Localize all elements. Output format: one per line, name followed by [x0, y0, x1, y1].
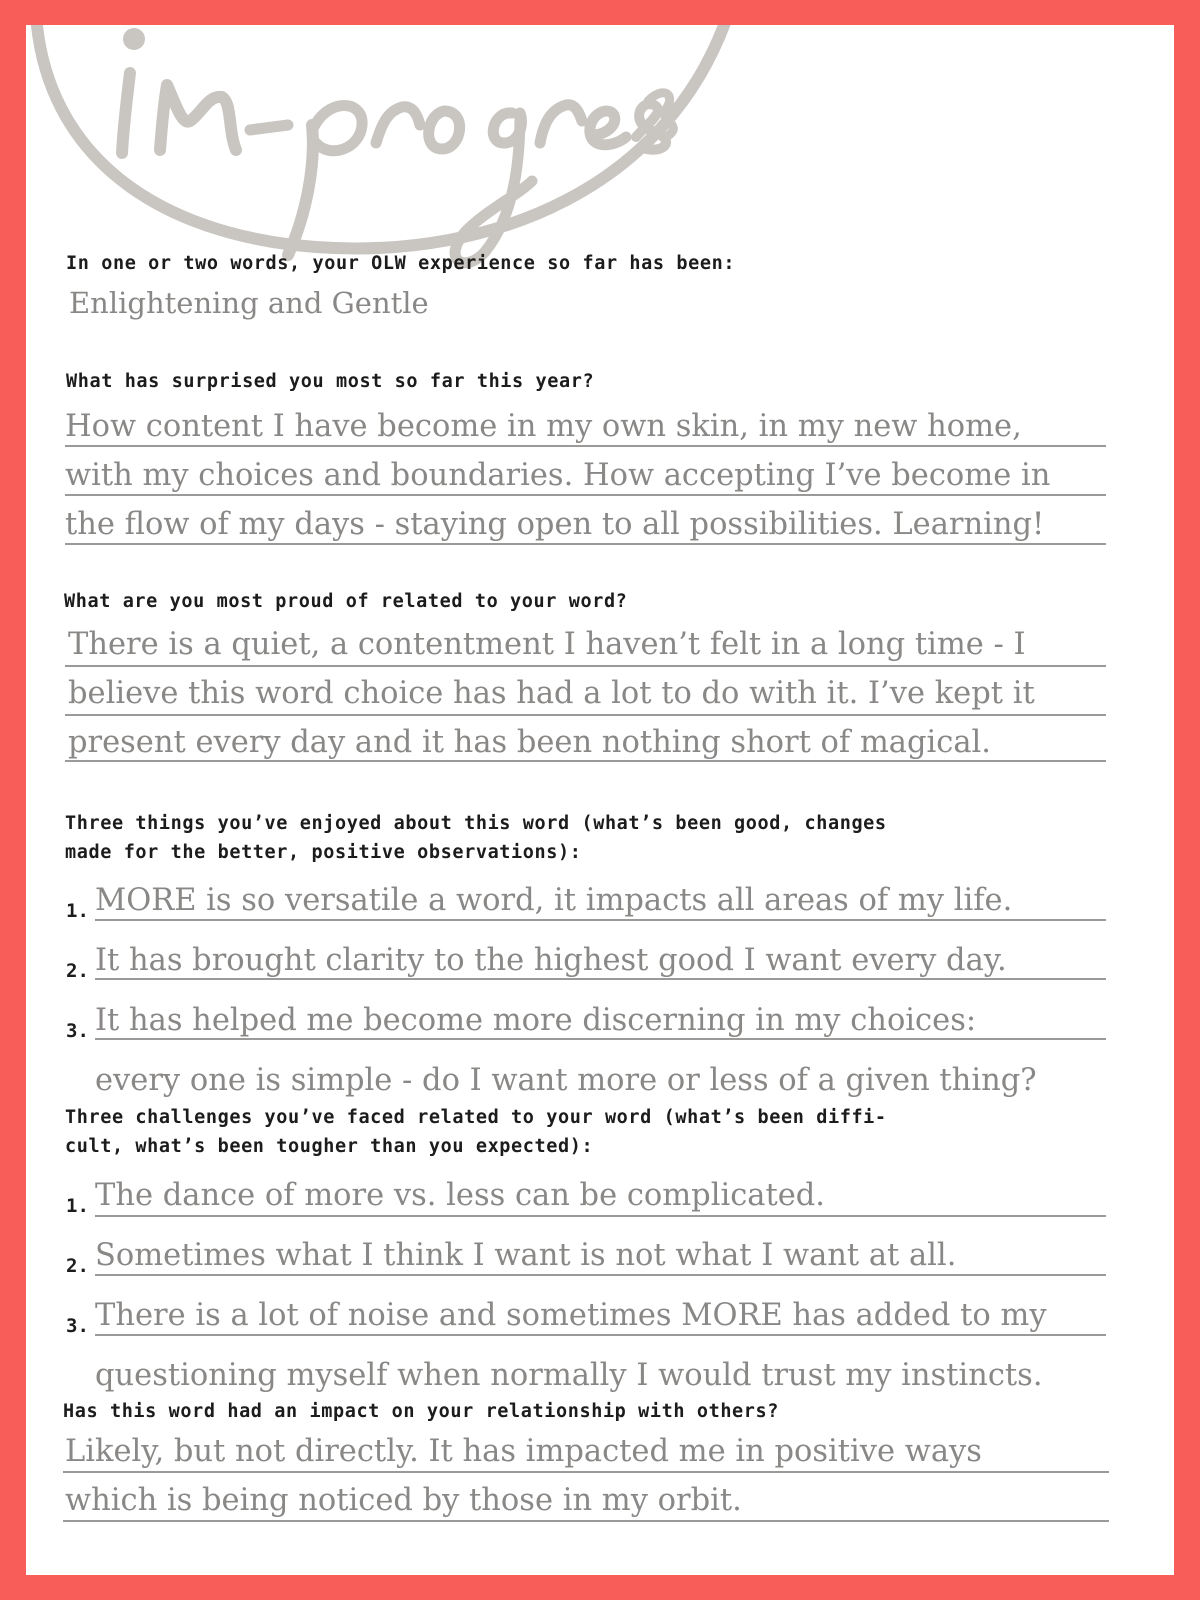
answer-rule	[65, 494, 1106, 496]
list-number: 3.	[66, 1020, 89, 1042]
challenge-item-2: Sometimes what I think I want is not what I want at all.	[95, 1238, 957, 1273]
question-surprised-most: What has surprised you most so far this year?	[66, 371, 595, 392]
answer-rule	[65, 543, 1106, 545]
answer-rule	[65, 665, 1106, 667]
question-olw-experience: In one or two words, your OLW experience so far has been:	[66, 253, 736, 274]
enjoyed-item-2: It has brought clarity to the highest good I want every day.	[95, 943, 1007, 978]
answer-proud-line-3: present every day and it has been nothing short of magical.	[68, 725, 991, 760]
list-number: 1.	[66, 1195, 89, 1217]
enjoyed-item-1: MORE is so versatile a word, it impacts all areas of my life.	[95, 883, 1013, 918]
challenge-item-3: There is a lot of noise and sometimes MORE has added to my	[95, 1298, 1047, 1333]
answer-rule	[95, 919, 1106, 921]
answer-impact-line-1: Likely, but not directly. It has impacted me in positive ways	[65, 1434, 982, 1469]
answer-surprised-line-3: the flow of my days - staying open to all possibilities. Learning!	[65, 507, 1045, 542]
question-three-challenges-line-2: cult, what’s been tougher than you expected):	[65, 1136, 594, 1157]
answer-proud-line-2: believe this word choice has had a lot to do with it. I’ve kept it	[68, 676, 1035, 711]
answer-rule	[63, 1520, 1109, 1522]
answer-rule	[95, 1038, 1106, 1040]
in-progress-stamp-icon	[26, 25, 766, 275]
question-most-proud: What are you most proud of related to your word?	[64, 591, 628, 612]
worksheet-page	[26, 25, 1174, 1575]
answer-rule	[63, 1471, 1109, 1473]
challenge-item-3-continued: questioning myself when normally I would trust my instincts.	[95, 1358, 1043, 1393]
enjoyed-item-3-continued: every one is simple - do I want more or less of a given thing?	[95, 1063, 1037, 1098]
answer-rule	[65, 445, 1106, 447]
answer-olw-experience: Enlightening and Gentle	[69, 286, 429, 320]
answer-rule	[95, 1334, 1106, 1336]
question-three-challenges-line-1: Three challenges you’ve faced related to your word (what’s been diffi-	[65, 1107, 887, 1128]
question-three-enjoyed-line-1: Three things you’ve enjoyed about this word (what’s been good, changes	[65, 813, 887, 834]
list-number: 1.	[66, 900, 89, 922]
answer-impact-line-2: which is being noticed by those in my orbit.	[65, 1483, 742, 1518]
list-number: 2.	[66, 960, 89, 982]
list-number: 3.	[66, 1315, 89, 1337]
answer-surprised-line-1: How content I have become in my own skin, in my new home,	[65, 409, 1022, 444]
enjoyed-item-3: It has helped me become more discerning in my choices:	[95, 1003, 977, 1038]
answer-rule	[65, 760, 1106, 762]
answer-surprised-line-2: with my choices and boundaries. How accepting I’ve become in	[65, 458, 1051, 493]
answer-rule	[95, 1215, 1106, 1217]
answer-rule	[95, 1274, 1106, 1276]
answer-proud-line-1: There is a quiet, a contentment I haven’t felt in a long time - I	[68, 627, 1026, 662]
answer-rule	[95, 978, 1106, 980]
list-number: 2.	[66, 1255, 89, 1277]
question-impact-relationships: Has this word had an impact on your relationship with others?	[63, 1401, 780, 1422]
challenge-item-1: The dance of more vs. less can be complicated.	[95, 1178, 826, 1213]
answer-rule	[65, 714, 1106, 716]
question-three-enjoyed-line-2: made for the better, positive observations):	[65, 842, 582, 863]
